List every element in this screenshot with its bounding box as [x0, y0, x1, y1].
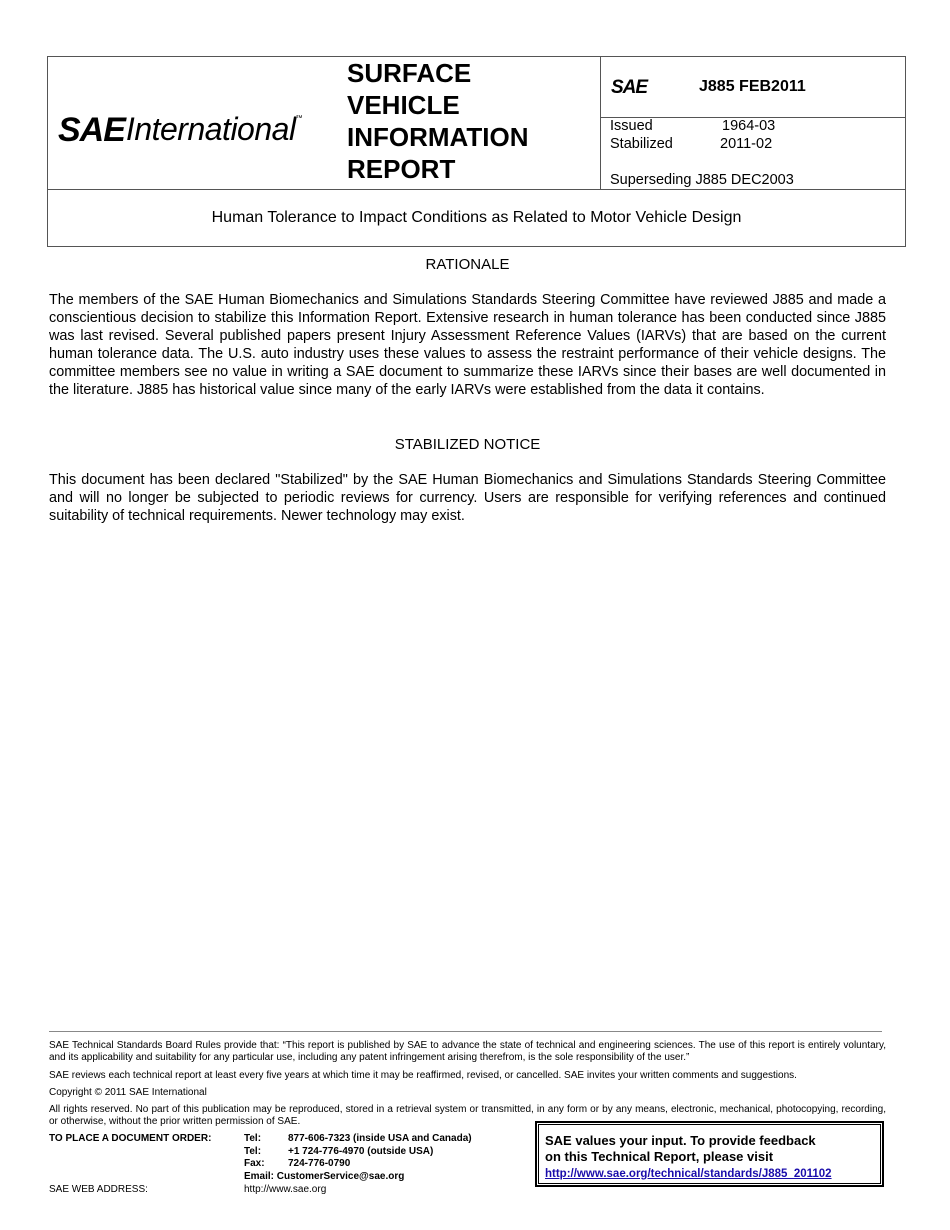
doc-type-line: REPORT — [347, 154, 456, 184]
feedback-line-2: on this Technical Report, please visit — [545, 1149, 774, 1164]
fax-label: Fax: — [244, 1158, 265, 1169]
stabilized-value: 2011-02 — [720, 136, 773, 152]
tel-label: Tel: — [244, 1133, 262, 1144]
superseding-row — [610, 172, 794, 188]
logo-sae-text: SAE — [58, 111, 125, 149]
document-header — [47, 56, 906, 247]
logo-international-text: International — [125, 111, 296, 147]
sae-international-logo — [58, 113, 303, 147]
superseding-text: Superseding J885 DEC2003 — [610, 172, 794, 188]
order-label: TO PLACE A DOCUMENT ORDER: — [49, 1133, 212, 1144]
doc-type-line: SURFACE — [347, 58, 472, 88]
issued-value: 1964-03 — [722, 118, 776, 134]
feedback-line-1: SAE values your input. To provide feedback — [545, 1133, 816, 1148]
stabilized-notice-paragraph: This document has been declared "Stabilized" by the SAE Human Biomechanics and Simulations Standards Steering Committee and will no longer be subjected to periodic reviews for currency. Users are responsible for verifying references and continued suitability of technical requirements. Newer technology may exist. — [49, 472, 886, 524]
stabilized-notice-heading: STABILIZED NOTICE — [394, 436, 541, 453]
web-address-link[interactable]: http://www.sae.org — [244, 1184, 327, 1195]
stabilized-label: Stabilized — [610, 136, 673, 152]
board-rules-text: SAE Technical Standards Board Rules provide that: “This report is published by SAE to advance the state of technical and engineering sciences. The use of this report is entirely voluntary, and its applicability and suitability for any particular use, including any patent infringement arising therefrom, is the sole responsibility of the user.” — [49, 1040, 886, 1063]
document-number-cell — [601, 57, 906, 118]
copyright-text: Copyright © 2011 SAE International — [49, 1087, 207, 1098]
issued-row — [610, 118, 776, 134]
issued-label: Issued — [610, 118, 653, 134]
feedback-link[interactable]: http://www.sae.org/technical/standards/J885_201102 — [545, 1168, 832, 1180]
fax-value: 724-776-0790 — [288, 1158, 351, 1169]
document-number: J885 FEB2011 — [699, 78, 806, 95]
sae-small-logo: SAE — [611, 77, 648, 98]
web-address-label: SAE WEB ADDRESS: — [49, 1184, 148, 1195]
doc-type-line: VEHICLE — [347, 90, 460, 120]
feedback-box — [535, 1121, 884, 1187]
document-info-cell — [600, 57, 906, 189]
feedback-box-inner — [538, 1124, 881, 1184]
logo-trademark: ™ — [295, 115, 303, 122]
tel2-value: +1 724-776-4970 (outside USA) — [288, 1145, 434, 1157]
document-type — [347, 57, 597, 185]
tel2-label: Tel: — [244, 1145, 262, 1157]
stabilized-row — [610, 136, 773, 152]
contact-values — [288, 1133, 472, 1171]
rationale-heading: RATIONALE — [425, 256, 510, 273]
contact-labels — [244, 1133, 265, 1171]
footer-divider — [49, 1031, 882, 1032]
document-title: Human Tolerance to Impact Conditions as Related to Motor Vehicle Design — [211, 208, 742, 226]
tel-value: 877-606-7323 (inside USA and Canada) — [288, 1133, 472, 1144]
rationale-paragraph: The members of the SAE Human Biomechanics and Simulations Standards Steering Committee have reviewed J885 and made a conscientious decision to stabilize this Information Report. Extensive research in human tolerance has been conducted since J885 was last revised. Several published papers present Injury Assessment Reference Values (IARVs) that are based on the current human tolerance data. The U.S. auto industry uses these values to assess the restraint performance of their vehicle designs. The committee members see no value in writing a SAE document to summarize these IARVs since their bases are well documented in the literature. J885 has historical value since many of the early IARVs were established from the data it contains. — [49, 292, 886, 398]
rights-text: All rights reserved. No part of this publication may be reproduced, stored in a retrieval system or transmitted, in any form or by any means, electronic, mechanical, photocopying, recording, or otherwise, without the prior written permission of SAE. — [49, 1104, 886, 1127]
review-text: SAE reviews each technical report at least every five years at which time it may be reaffirmed, revised, or cancelled. SAE invites your written comments and suggestions. — [49, 1070, 797, 1081]
email-line: Email: CustomerService@sae.org — [244, 1171, 405, 1182]
header-top-row — [48, 57, 905, 190]
doc-type-line: INFORMATION — [347, 122, 529, 152]
